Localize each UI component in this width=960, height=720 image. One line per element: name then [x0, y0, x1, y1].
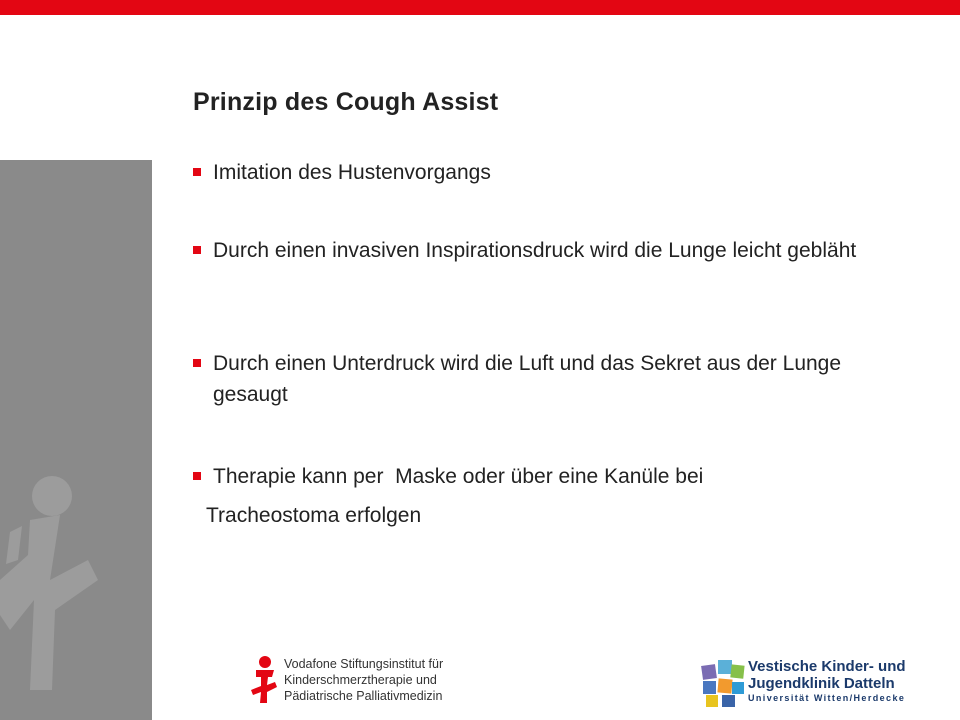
bullet-item	[193, 348, 883, 410]
slide-title: Prinzip des Cough Assist	[193, 88, 499, 116]
bullet-text: Durch einen invasiven Inspirationsdruck wird die Lunge leicht gebläht	[213, 239, 857, 262]
right-logo-line-3: Universität Witten/Herdecke	[748, 693, 906, 703]
bullet-square-icon	[193, 472, 201, 480]
bullet-continuation-text: Tracheostoma erfolgen	[206, 504, 422, 527]
left-logo-line-2: Kinderschmerztherapie und	[284, 673, 437, 687]
right-logo-line-2: Jugendklinik Datteln	[748, 675, 895, 692]
bullet-item	[193, 461, 883, 492]
colorful-blocks-logo-icon	[700, 657, 746, 709]
bullet-item	[193, 157, 883, 188]
bullet-square-icon	[193, 168, 201, 176]
bullet-text: Imitation des Hustenvorgangs	[213, 161, 491, 184]
top-accent-bar	[0, 0, 960, 15]
bullet-square-icon	[193, 359, 201, 367]
red-child-logo-icon	[248, 655, 282, 705]
left-logo-line-3: Pädiatrische Palliativmedizin	[284, 689, 443, 703]
bullet-text: Therapie kann per Maske oder über eine Kanüle bei	[213, 465, 704, 488]
vodafone-institute-logo	[248, 655, 508, 705]
bullet-item	[193, 235, 883, 266]
bullet-text: Durch einen Unterdruck wird die Luft und das Sekret aus der Lunge gesaugt	[213, 352, 842, 406]
kinderklinik-datteln-logo	[700, 657, 925, 709]
side-panel	[0, 160, 152, 720]
left-logo-line-1: Vodafone Stiftungsinstitut für	[284, 657, 444, 671]
right-logo-line-1: Vestische Kinder- und	[748, 658, 906, 675]
bullet-square-icon	[193, 246, 201, 254]
child-figure-icon	[0, 160, 152, 720]
